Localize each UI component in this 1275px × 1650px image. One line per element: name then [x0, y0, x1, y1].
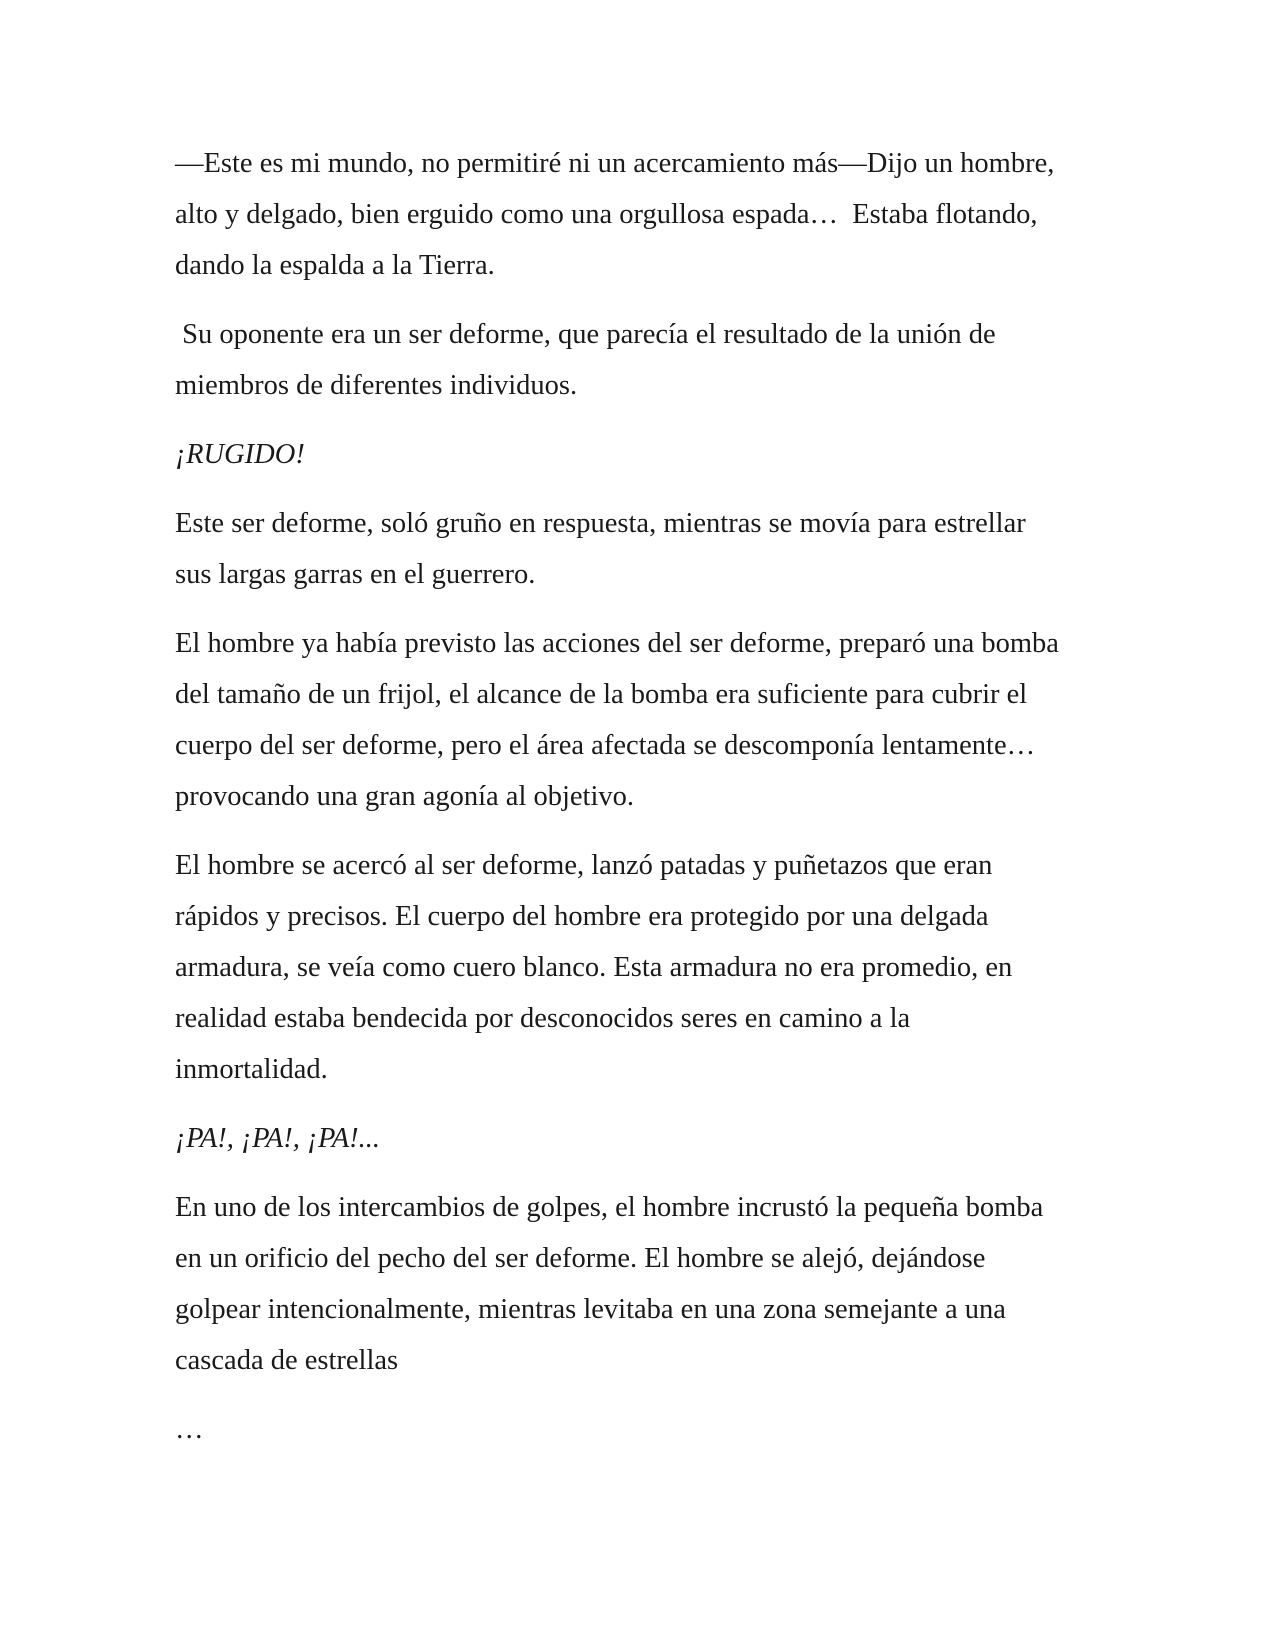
text-line: En uno de los intercambios de golpes, el hombre incrustó la pequeña bomba: [175, 1192, 1044, 1223]
text-line: golpear intencionalmente, mientras levitaba en una zona semejante a una: [175, 1294, 1006, 1325]
text-line: Este ser deforme, soló gruño en respuesta, mientras se movía para estrellar: [175, 508, 1026, 539]
text-line: ¡PA!, ¡PA!, ¡PA!...: [175, 1123, 381, 1154]
text-line: dando la espalda a la Tierra.: [175, 250, 495, 281]
paragraph-exchange: [175, 1182, 1095, 1386]
text-line: provocando una gran agonía al objetivo.: [175, 781, 635, 812]
text-line: El hombre se acercó al ser deforme, lanzó patadas y puñetazos que eran: [175, 850, 993, 881]
text-line: —Este es mi mundo, no permitiré ni un acercamiento más—Dijo un hombre,: [175, 148, 1055, 179]
paragraph-bomb: [175, 618, 1095, 822]
text-line: rápidos y precisos. El cuerpo del hombre era protegido por una delgada: [175, 901, 989, 932]
paragraph-roar-sound: [175, 429, 1095, 480]
paragraph-growl: [175, 498, 1095, 600]
paragraph-hit-sound: [175, 1113, 1095, 1164]
text-line: cuerpo del ser deforme, pero el área afectada se descomponía lentamente…: [175, 730, 1036, 761]
document-page: [175, 138, 1095, 1473]
paragraph-ellipsis: [175, 1404, 1095, 1455]
text-line: en un orificio del pecho del ser deforme. El hombre se alejó, dejándose: [175, 1243, 986, 1274]
text-line: …: [175, 1414, 204, 1445]
text-line: inmortalidad.: [175, 1054, 328, 1085]
text-line: cascada de estrellas: [175, 1345, 399, 1376]
text-line: armadura, se veía como cuero blanco. Esta armadura no era promedio, en: [175, 952, 1013, 983]
text-line: miembros de diferentes individuos.: [175, 370, 578, 401]
text-line: ¡RUGIDO!: [175, 439, 305, 470]
text-line: realidad estaba bendecida por desconocidos seres en camino a la: [175, 1003, 911, 1034]
text-line: El hombre ya había previsto las acciones del ser deforme, preparó una bomba: [175, 628, 1059, 659]
text-line: sus largas garras en el guerrero.: [175, 559, 536, 590]
text-line: Su oponente era un ser deforme, que parecía el resultado de la unión de: [175, 319, 996, 350]
paragraph-opponent: [175, 309, 1095, 411]
text-line: alto y delgado, bien erguido como una orgullosa espada… Estaba flotando,: [175, 199, 1038, 230]
paragraph-armor: [175, 840, 1095, 1095]
paragraph-dialogue: [175, 138, 1095, 291]
text-line: del tamaño de un frijol, el alcance de la bomba era suficiente para cubrir el: [175, 679, 1028, 710]
